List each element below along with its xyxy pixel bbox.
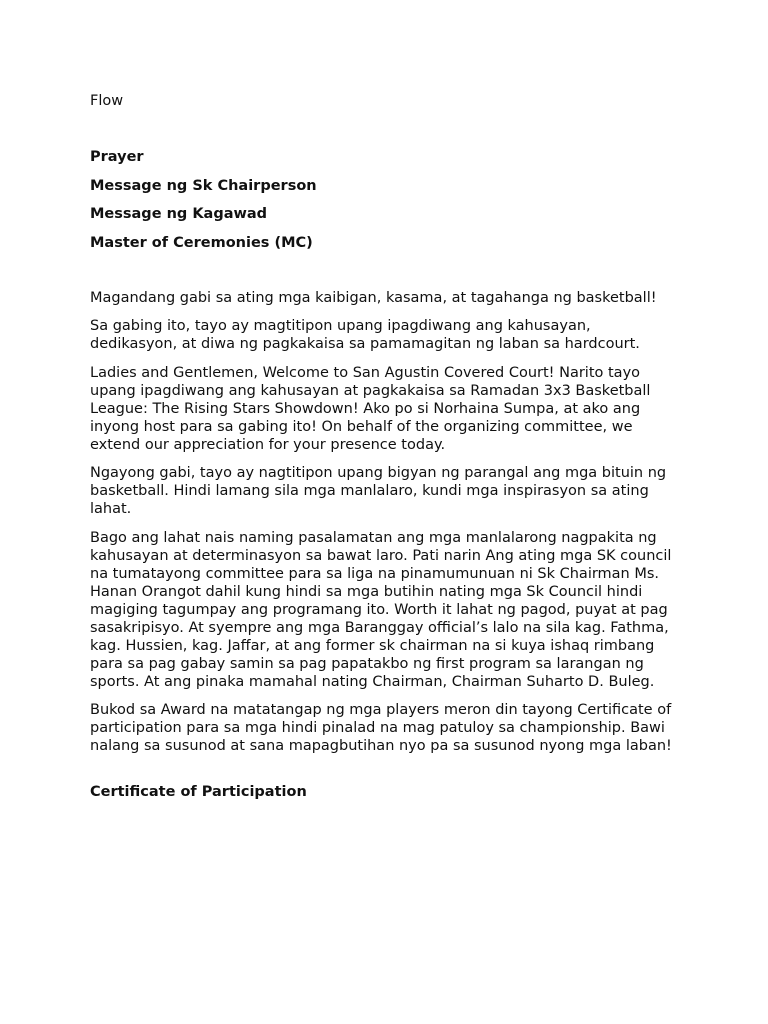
paragraph-welcome: Ladies and Gentlemen, Welcome to San Agustin Covered Court! Narito tayo upang ipagdiwang ang kahusayan at pagkakaisa sa Ramadan 3x3 Basketball League: The Rising Stars Showdown! Ako po si Norhaina Sumpa, at ako ang inyong host para sa gabing ito! On behalf of the organizing committee, we extend our appreciation for your presence today. xyxy=(90,364,651,453)
paragraph-honoring-stars: Ngayong gabi, tayo ay nagtitipon upang bigyan ng parangal ang mga bituin ng basketball. Hindi lamang sila mga manlalaro, kundi mga inspirasyon sa ating lahat. xyxy=(90,465,667,517)
paragraph-gathering: Sa gabing ito, tayo ay magtitipon upang ipagdiwang ang kahusayan, dedikasyon, at diwa ng pagkakaisa sa pamamagitan ng laban sa hardcourt. xyxy=(90,318,640,352)
heading-message-sk-chairperson: Message ng Sk Chairperson xyxy=(90,177,317,194)
heading-certificate-of-participation: Certificate of Participation xyxy=(90,784,307,800)
heading-message-kagawad: Message ng Kagawad xyxy=(90,206,268,222)
paragraph-certificates: Bukod sa Award na matatangap ng mga players meron din tayong Certificate of participation para sa mga hindi pinalad na mag patuloy sa championship. Bawi nalang sa susunod at sana mapagbutihan nyo pa sa susunod nyong mga laban! xyxy=(90,702,672,754)
paragraph-thanks: Bago ang lahat nais naming pasalamatan ang mga manlalarong nagpakita ng kahusayan at determinasyon sa bawat laro. Pati narin Ang ating mga SK council na tumatayong committee para sa liga na pinamumunuan ni Sk Chairman Ms. Hanan Orangot dahil kung hindi sa mga butihin nating mga Sk Council hindi magiging tagumpay ang programang ito. Worth it lahat ng pagod, puyat at pag sasakripisyo. At syempre ang mga Baranggay official’s lalo na sila kag. Fathma, kag. Hussien, kag. Jaffar, at ang former sk chairman na si kuya ishaq rimbang para sa pag gabay samin sa pag papatakbo ng first program sa larangan ng sports. At ang pinaka mamahal nating Chairman, Chairman Suharto D. Buleg. xyxy=(90,529,672,690)
document-page xyxy=(90,92,680,801)
paragraph-greeting: Magandang gabi sa ating mga kaibigan, kasama, at tagahanga ng basketball! xyxy=(90,289,657,306)
program-flow-list xyxy=(90,148,680,252)
document-title: Flow xyxy=(90,93,124,109)
heading-master-of-ceremonies: Master of Ceremonies (MC) xyxy=(90,234,313,251)
heading-prayer: Prayer xyxy=(90,149,144,165)
